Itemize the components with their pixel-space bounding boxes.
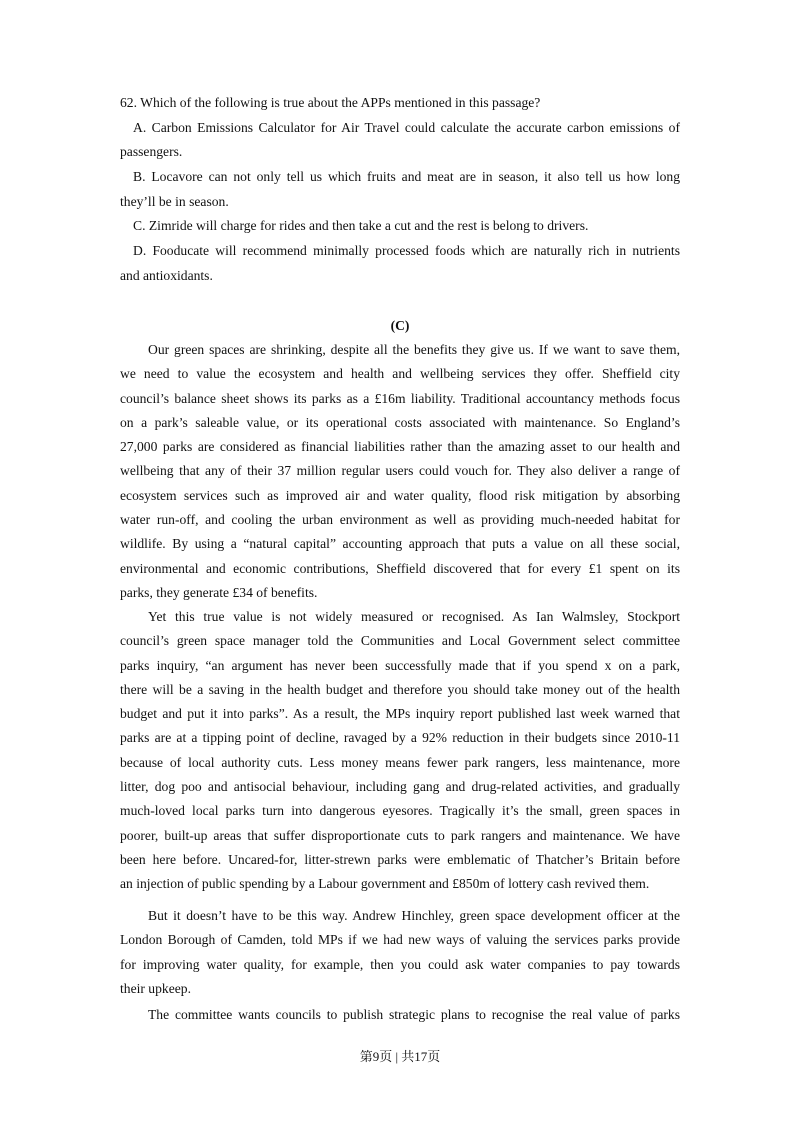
text-line: they’ll be in season. [120,193,229,209]
text-line: wellbeing that any of their 37 million regular users could vouch for. They also deliver a range of [120,463,680,479]
text-line: But it doesn’t have to be this way. Andrew Hinchley, green space development officer at the [148,908,680,923]
text-line: and antioxidants. [120,267,213,283]
text-line: passengers. [120,144,183,160]
text-line: 27,000 parks are considered as financial liabilities rather than the amazing asset to our health and [120,439,680,455]
text-line: been here before. Uncared-for, litter-strewn parks were emblematic of Thatcher’s Britain before [120,851,680,867]
text-line: parks are at a tipping point of decline, ravaged by a 92% reduction in their budgets since 2010-11 [120,730,680,746]
text-line: poorer, built-up areas that suffer disproportionate cuts to park rangers and maintenance. We have [120,827,680,843]
text-line: an injection of public spending by a Labour government and £850m of lottery cash revived them. [120,876,650,892]
text-line: parks, they generate £34 of benefits. [120,584,318,600]
text-line: Yet this true value is not widely measured or recognised. As Ian Walmsley, Stockport [148,609,680,624]
paragraph [120,1003,680,1027]
paragraph [120,338,680,605]
question-62 [120,91,680,289]
paragraph [120,605,680,897]
text-line: ecosystem services such as improved air and water quality, flood risk mitigation by absorbing [120,487,680,503]
text-line: there will be a saving in the health budget and therefore you should take money out of the health [120,681,680,697]
text-line: council’s balance sheet shows its parks as a £16m liability. Traditional accountancy methods focus [120,390,680,406]
text-line: London Borough of Camden, told MPs if we had new ways of valuing the services parks provide [120,932,680,948]
text-line: for improving water quality, for example, then you could ask water companies to pay towards [120,956,680,972]
text-line: their upkeep. [120,980,191,996]
text-line: water run-off, and cooling the urban environment as well as providing much-needed habitat for [120,512,680,528]
text-line: A. Carbon Emissions Calculator for Air Travel could calculate the accurate carbon emissions of [133,119,680,135]
page-footer: 第9页 | 共17页 [359,1049,441,1064]
text-line: environmental and economic contributions, Sheffield discovered that for every £1 spent on its [120,560,680,576]
text-line: on a park’s saleable value, or its operational costs associated with maintenance. So England’s [120,414,680,430]
text-line: much-loved local parks turn into dangerous eyesores. Tragically it’s the small, green spaces in [120,803,680,819]
text-line: because of local authority cuts. Less money means fewer park rangers, less maintenance, more [120,754,680,770]
paragraph [120,904,680,1001]
text-line: we need to value the ecosystem and health and wellbeing services they offer. Sheffield city [120,366,680,382]
text-line: budget and put it into parks”. As a result, the MPs inquiry report published last week warned that [120,706,680,722]
text-line: litter, dog poo and antisocial behaviour, including gang and drug-related activities, and gradually [120,779,680,795]
text-line: parks inquiry, “an argument has never been successfully made that if you spend x on a park, [120,657,680,673]
section-label: (C) [390,318,410,333]
text-line: The committee wants councils to publish strategic plans to recognise the real value of parks [148,1007,680,1022]
text-line: D. Fooducate will recommend minimally processed foods which are naturally rich in nutrients [133,243,680,259]
text-line: wildlife. By using a “natural capital” accounting approach that puts a value on all these social, [120,536,680,552]
text-line: B. Locavore can not only tell us which fruits and meat are in season, it also tell us how long [133,169,680,185]
text-line: council’s green space manager told the Communities and Local Government select committee [120,633,680,649]
text-line: C. Zimride will charge for rides and then take a cut and the rest is belong to drivers. [133,218,589,234]
text-line: Our green spaces are shrinking, despite all the benefits they give us. If we want to save them, [148,342,680,357]
text-line: 62. Which of the following is true about the APPs mentioned in this passage? [120,95,541,110]
